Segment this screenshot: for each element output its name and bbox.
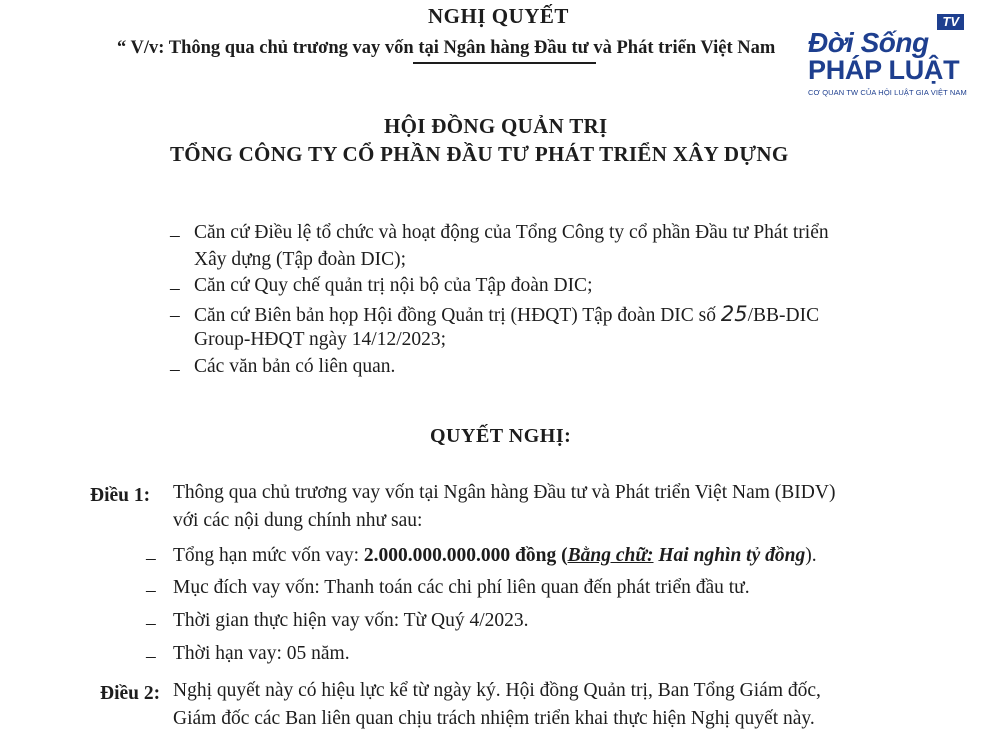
resolution-heading: QUYẾT NGHỊ: (430, 425, 572, 447)
document-title: NGHỊ QUYẾT (428, 4, 569, 28)
item-1-dash: – (146, 548, 156, 569)
basis-1-line1: Căn cứ Điều lệ tổ chức và hoạt động của Tổng Công ty cổ phần Đầu tư Phát triển (194, 222, 829, 243)
article-1-label: Điều 1: (90, 485, 151, 506)
basis-3-line2: Group-HĐQT ngày 14/12/2023; (194, 329, 447, 350)
item-1-pre: Tổng hạn mức vốn vay: (173, 545, 364, 566)
article-2-line2: Giám đốc các Ban liên quan chịu trách nhiệm triển khai thực hiện Nghị quyết này. (173, 708, 815, 729)
item-2-text: Mục đích vay vốn: Thanh toán các chi phí liên quan đến phát triển đầu tư. (173, 577, 750, 598)
basis-3-line1 (194, 302, 819, 327)
article-1-line1: Thông qua chủ trương vay vốn tại Ngân hàng Đầu tư và Phát triển Việt Nam (BIDV) (173, 482, 836, 503)
subject-underline (413, 62, 596, 64)
basis-2-dash: – (170, 278, 180, 299)
article-2-line1: Nghị quyết này có hiệu lực kể từ ngày ký. Hội đồng Quản trị, Ban Tổng Giám đốc, (173, 680, 821, 701)
basis-2-line1: Căn cứ Quy chế quản trị nội bộ của Tập đoàn DIC; (194, 275, 593, 296)
watermark-logo (802, 10, 978, 100)
basis-3-dash: – (170, 305, 180, 326)
item-1-text (173, 545, 817, 567)
basis-1-dash: – (170, 225, 180, 246)
item-3-dash: – (146, 613, 156, 634)
council-line2: TỔNG CÔNG TY CỔ PHẦN ĐẦU TƯ PHÁT TRIỂN XÂY DỰNG (170, 142, 789, 166)
item-4-text: Thời hạn vay: 05 năm. (173, 643, 350, 664)
item-4-dash: – (146, 646, 156, 667)
basis-1-line2: Xây dựng (Tập đoàn DIC); (194, 249, 407, 270)
logo-brand-line1: Đời Sống (808, 27, 929, 58)
basis-4-dash: – (170, 359, 180, 380)
item-1-open-paren: ( (556, 545, 568, 566)
item-3-text: Thời gian thực hiện vay vốn: Từ Quý 4/2023. (173, 610, 529, 631)
logo-tagline: CƠ QUAN TW CỦA HỘI LUẬT GIA VIỆT NAM (808, 88, 967, 97)
basis-3-text-pre: Căn cứ Biên bản họp Hội đồng Quản trị (HĐQT) Tập đoàn DIC số (194, 305, 721, 326)
basis-4-line1: Các văn bản có liên quan. (194, 356, 396, 377)
item-1-close: ). (805, 545, 817, 566)
loan-amount: 2.000.000.000.000 đồng (363, 545, 557, 566)
words-label: Bằng chữ: (567, 545, 654, 566)
article-2-label: Điều 2: (100, 683, 161, 704)
council-line1: HỘI ĐỒNG QUẢN TRỊ (384, 114, 608, 138)
words-value: Hai nghìn tỷ đồng (653, 545, 806, 566)
basis-3-text-post: /BB-DIC (747, 305, 820, 326)
item-2-dash: – (146, 580, 156, 601)
document-subject: “ V/v: Thông qua chủ trương vay vốn tại Ngân hàng Đầu tư và Phát triển Việt Nam (117, 38, 776, 58)
logo-brand-line2: PHÁP LUẬT (808, 55, 960, 85)
handwritten-number: 25 (720, 302, 748, 326)
article-1-line2: với các nội dung chính như sau: (173, 510, 423, 531)
logo-tv-badge: TV (937, 14, 964, 30)
